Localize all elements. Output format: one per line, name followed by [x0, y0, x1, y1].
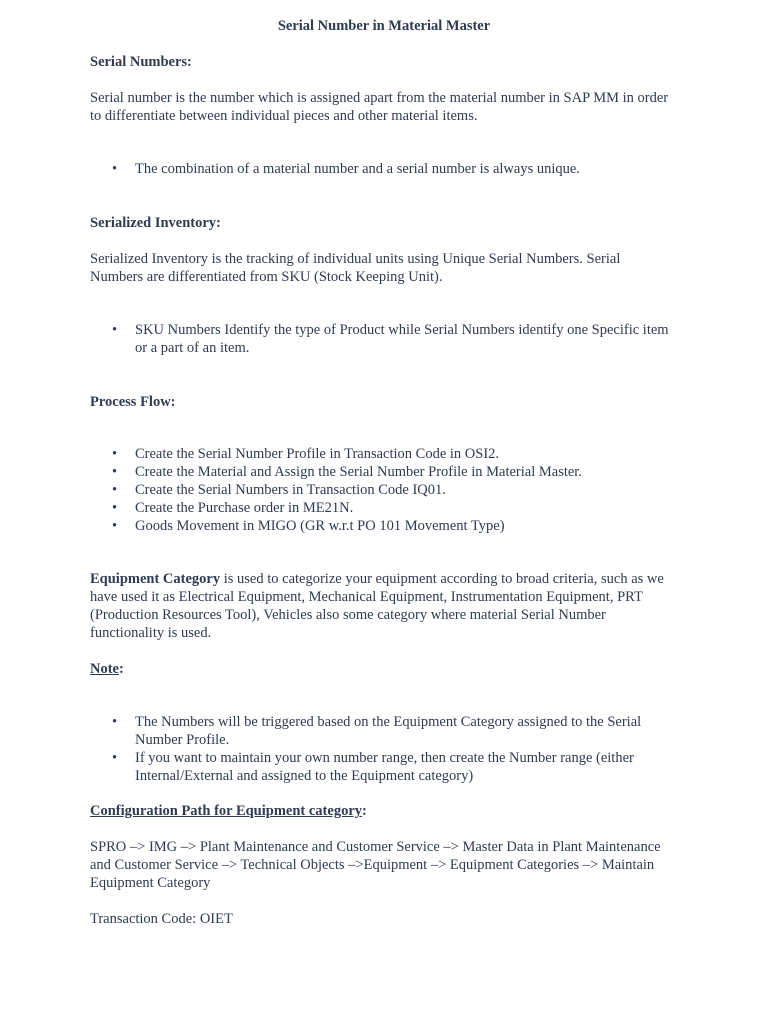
config-path-text: SPRO –> IMG –> Plant Maintenance and Customer Service –> Master Data in Plant Maintenance and Customer Service –> Technical Objects –>Equipment –> Equipment Categories –> Maintain Equipment Category	[90, 839, 661, 891]
list-item: • If you want to maintain your own number range, then create the Number range (either Internal/External and assigned to the Equipment category)	[90, 749, 675, 785]
list-item: • Goods Movement in MIGO (GR w.r.t PO 101 Movement Type)	[90, 517, 675, 535]
list-item: • The Numbers will be triggered based on the Equipment Category assigned to the Serial Number Profile.	[90, 713, 675, 749]
serial-numbers-list	[90, 160, 675, 178]
document-title: Serial Number in Material Master	[277, 18, 491, 34]
note-heading	[90, 660, 675, 678]
note-heading-colon: :	[119, 661, 124, 677]
process-flow-heading: Process Flow:	[90, 394, 176, 410]
note-list	[90, 713, 675, 785]
serial-numbers-heading: Serial Numbers:	[90, 54, 192, 70]
list-item: • Create the Material and Assign the Serial Number Profile in Material Master.	[90, 463, 675, 481]
list-item: • The combination of a material number and a serial number is always unique.	[90, 160, 675, 178]
transaction-code: Transaction Code: OIET	[90, 911, 233, 927]
list-item: • Create the Serial Numbers in Transaction Code IQ01.	[90, 481, 675, 499]
config-path-heading-text: Configuration Path for Equipment category	[90, 803, 363, 819]
note-heading-text: Note	[90, 661, 119, 677]
serialized-inventory-paragraph: Serialized Inventory is the tracking of individual units using Unique Serial Numbers. Serial Numbers are differentiated from SKU (Stock Keeping Unit).	[90, 251, 621, 285]
serialized-inventory-list	[90, 321, 675, 357]
equipment-category-paragraph	[90, 570, 675, 642]
serial-numbers-paragraph: Serial number is the number which is assigned apart from the material number in SAP MM in order to differentiate between individual pieces and other material items.	[90, 90, 669, 124]
list-item: • Create the Purchase order in ME21N.	[90, 499, 675, 517]
equipment-category-text: is used to categorize your equipment according to broad criteria, such as we have used it as Electrical Equipment, Mechanical Equipment, Instrumentation Equipment, PRT (Production Resources Tool), Vehicles also some category where material Serial Number functionality is used.	[90, 571, 664, 641]
serialized-inventory-heading: Serialized Inventory:	[90, 215, 221, 231]
config-path-heading-colon: :	[362, 803, 367, 819]
equipment-category-term: Equipment Category	[90, 571, 221, 587]
process-flow-list	[90, 445, 675, 535]
list-item: • SKU Numbers Identify the type of Product while Serial Numbers identify one Specific item or a part of an item.	[90, 321, 675, 357]
list-item: • Create the Serial Number Profile in Transaction Code in OSI2.	[90, 445, 675, 463]
config-path-heading	[90, 802, 675, 820]
